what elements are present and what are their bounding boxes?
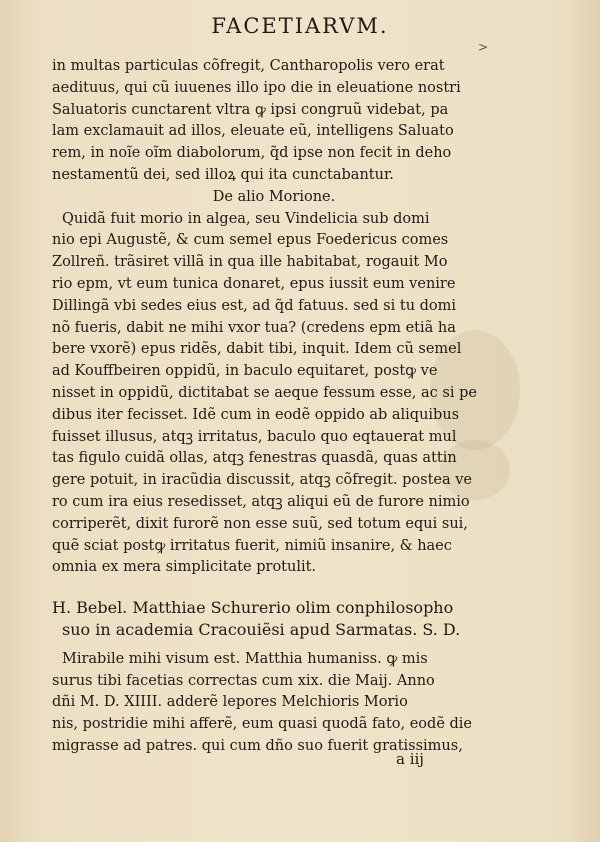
letter-heading: suo in academia Cracouiẽsi apud Sarmatas. S. D. [62,619,461,639]
running-head: FACETIARVM. [211,14,389,38]
text-line: rio epm, vt eum tunica donaret, epus iussit eum venire [52,275,456,292]
signature-mark: a iij [396,750,424,768]
text-line: nestamentũ dei, sed illoꝝ qui ita cunctabantur. [52,166,394,183]
text-line: rem, in noĩe oĩm diabolorum, q̃d ipse non fecit in deho [52,145,452,162]
text-line: Zollreñ. trãsiret villã in qua ille habitabat, rogauit Mo [52,254,448,271]
letter-heading: H. Bebel. Matthiae Schurerio olim conphilosopho [52,598,454,618]
text-line: nis, postridie mihi afferẽ, eum quasi quodã fato, eodẽ die [52,716,473,733]
section-heading: De alio Morione. [212,188,336,205]
text-line: corriperẽt, dixit furorẽ non esse suũ, sed totum equi sui, [52,515,468,532]
text-line: surus tibi facetias correctas cum xix. die Maij. Anno [52,672,435,689]
text-line: lam exclamauit ad illos, eleuate eũ, intelligens Saluato [52,123,454,140]
text-line: aedituus, qui cũ iuuenes illo ipo die in eleuatione nostri [52,79,461,96]
text-line: Quidã fuit morio in algea, seu Vindelicia sub domi [62,210,430,227]
text-line: dñi M. D. XIIII. adderẽ lepores Melchioris Morio [52,694,408,711]
text-line: bere vxorẽ) epus ridẽs, dabit tibi, inquit. Idem cũ semel [52,341,462,358]
spacer [52,579,496,597]
text-line: fuisset illusus, atqꝫ irritatus, baculo quo eqtauerat mul [52,428,457,445]
text-line: migrasse ad patres. qui cum dño suo fuerit gratissimus, [52,737,463,754]
text-line: omnia ex mera simplicitate protulit. [52,559,317,576]
text-line: in multas particulas cõfregit, Cantharopolis vero erat [52,58,445,74]
text-line: Mirabile mihi visum est. Matthia humaniss. ꝙ mis [62,650,428,667]
text-line: quẽ sciat postꝙ irritatus fuerit, nimiũ insanire, & haec [52,537,452,554]
margin-mark: > [478,40,489,54]
text-line: dibus iter fecisset. Idẽ cum in eodẽ oppido ab aliquibus [52,406,460,423]
text-line: nio epi Augustẽ, & cum semel epus Foedericus comes [52,232,449,249]
text-line: ro cum ira eius resedisset, atqꝫ aliqui eũ de furore nimio [52,493,470,510]
text-line: Dillingã vbi sedes eius est, ad q̃d fatuus. sed si tu domi [52,297,457,314]
text-line: nõ fueris, dabit ne mihi vxor tua? (credens epm etiã ha [52,319,456,336]
text-line: gere potuit, in iracũdia discussit, atqꝫ cõfregit. postea ve [52,472,473,489]
text-line: Saluatoris cunctarent vltra ꝙ ipsi congruũ videbat, pa [52,101,449,118]
spacer [52,641,496,649]
text-line: tas figulo cuidã ollas, atqꝫ fenestras quasdã, quas attin [52,450,457,467]
text-block [52,56,496,758]
text-line: ad Kouffbeiren oppidũ, in baculo equitaret, postꝙ ve [52,363,438,380]
text-line: nisset in oppidũ, dictitabat se aeque fessum esse, ac si pe [52,384,477,401]
